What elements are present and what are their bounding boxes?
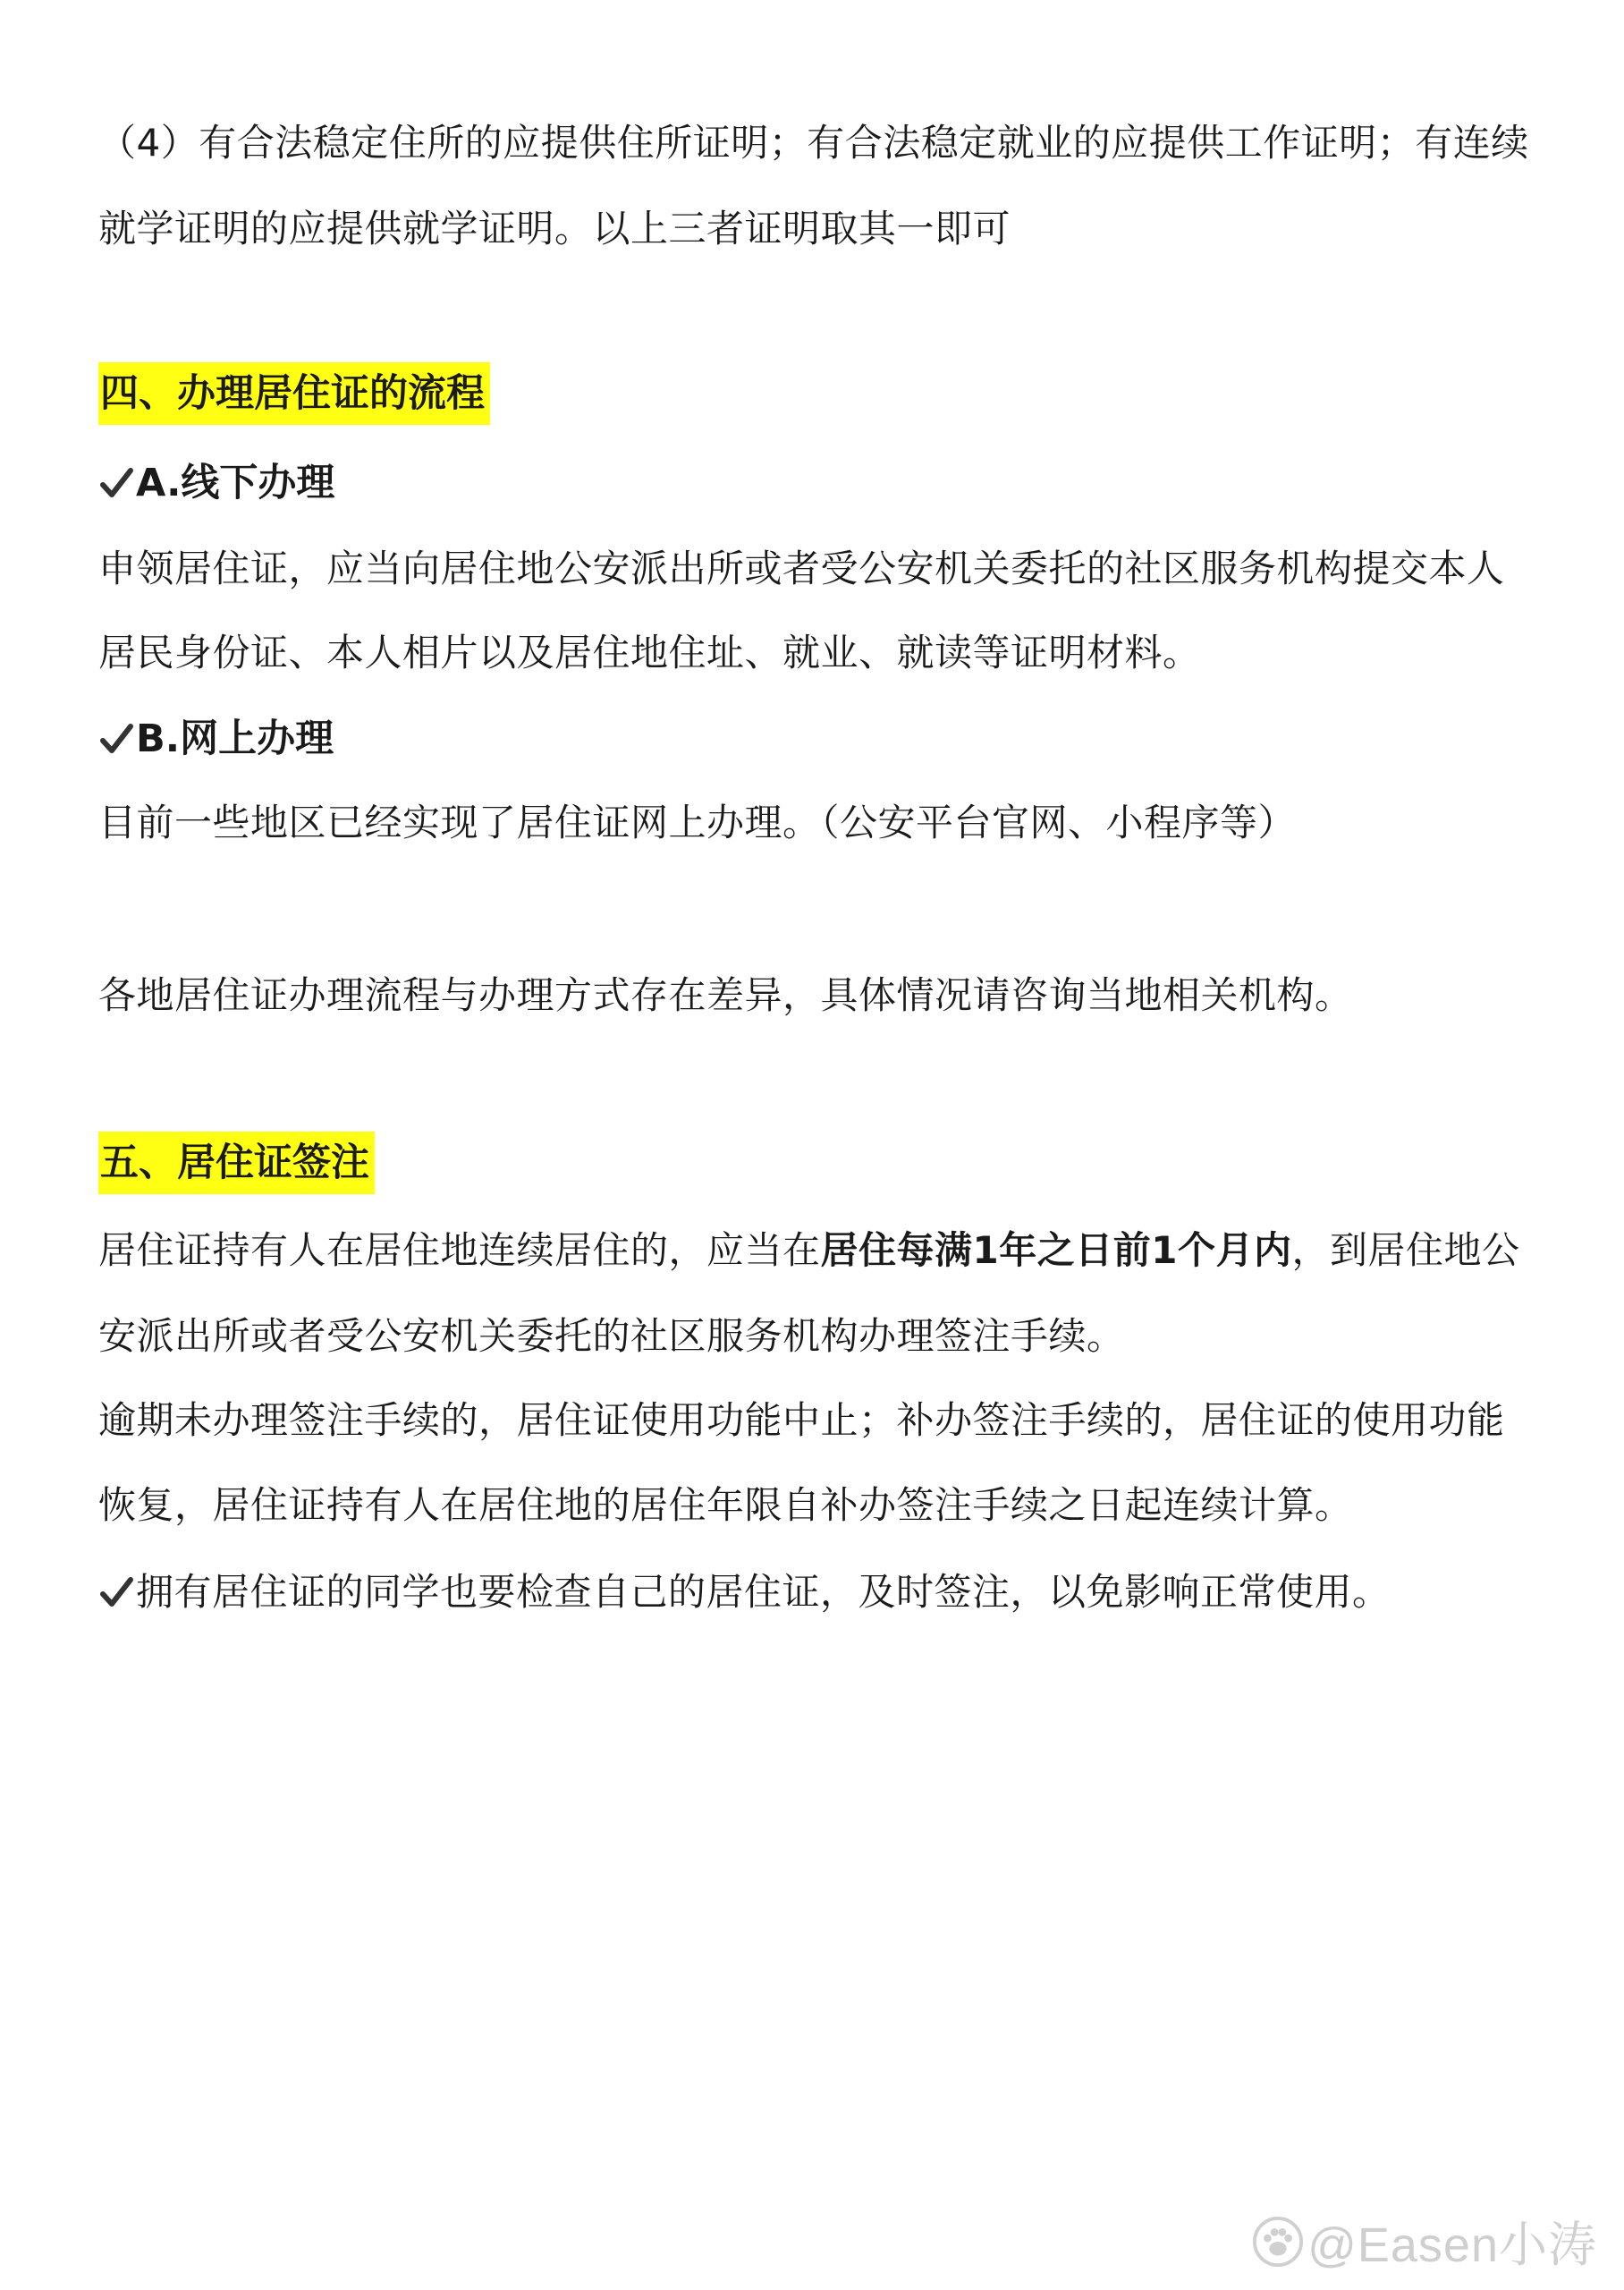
section5-tip: 拥有居住证的同学也要检查自己的居住证，及时签注，以免影响正常使用。 (136, 1570, 1391, 1614)
para1-bold-deadline: 居住每满1年之日前1个月内 (820, 1228, 1292, 1272)
offline-line1: 申领居住证，应当向居住地公安派出所或者受公安机关委托的社区服务机构提交本人 (98, 547, 1505, 590)
section4-note: 各地居住证办理流程与办理方式存在差异，具体情况请咨询当地相关机构。 (98, 973, 1353, 1017)
offline-label: A.线下办理 (136, 461, 335, 505)
section5-para1-line1 (98, 1226, 1529, 1276)
online-label: B.网上办理 (136, 717, 334, 761)
para1-prefix: 居住证持有人在居住地连续居住的，应当在 (98, 1228, 821, 1272)
paw-logo-icon (1252, 2216, 1304, 2268)
para1-suffix: ，到居住地公 (1291, 1228, 1520, 1272)
item4-line1: （4）有合法稳定住所的应提供住所证明；有合法稳定就业的应提供工作证明；有连续 (98, 121, 1529, 165)
online-label-row (98, 714, 334, 764)
section5-para2-line1: 逾期未办理签注手续的，居住证使用功能中止；补办签注手续的，居住证的使用功能 (98, 1398, 1505, 1442)
offline-label-row (98, 458, 334, 508)
offline-line2: 居民身份证、本人相片以及居住地住址、就业、就读等证明材料。 (98, 631, 1201, 674)
section5-heading: 五、居住证签注 (98, 1132, 375, 1194)
checkmark-icon (98, 465, 134, 501)
section4-heading: 四、办理居住证的流程 (98, 362, 490, 425)
checkmark-icon (98, 721, 134, 757)
section5-para1-line2: 安派出所或者受公安机关委托的社区服务机构办理签注手续。 (98, 1314, 1125, 1358)
item4-line2: 就学证明的应提供就学证明。以上三者证明取其一即可 (98, 207, 1011, 250)
section5-para2-line2: 恢复，居住证持有人在居住地的居住年限自补办签注手续之日起连续计算。 (98, 1483, 1353, 1527)
online-line1: 目前一些地区已经实现了居住证网上办理。（公安平台官网、小程序等） (98, 801, 1297, 844)
watermark-text: @Easen小涛 (1307, 2218, 1597, 2272)
section5-tip-row (98, 1567, 1529, 1617)
watermark (1252, 2207, 1597, 2276)
checkmark-icon (98, 1574, 134, 1610)
